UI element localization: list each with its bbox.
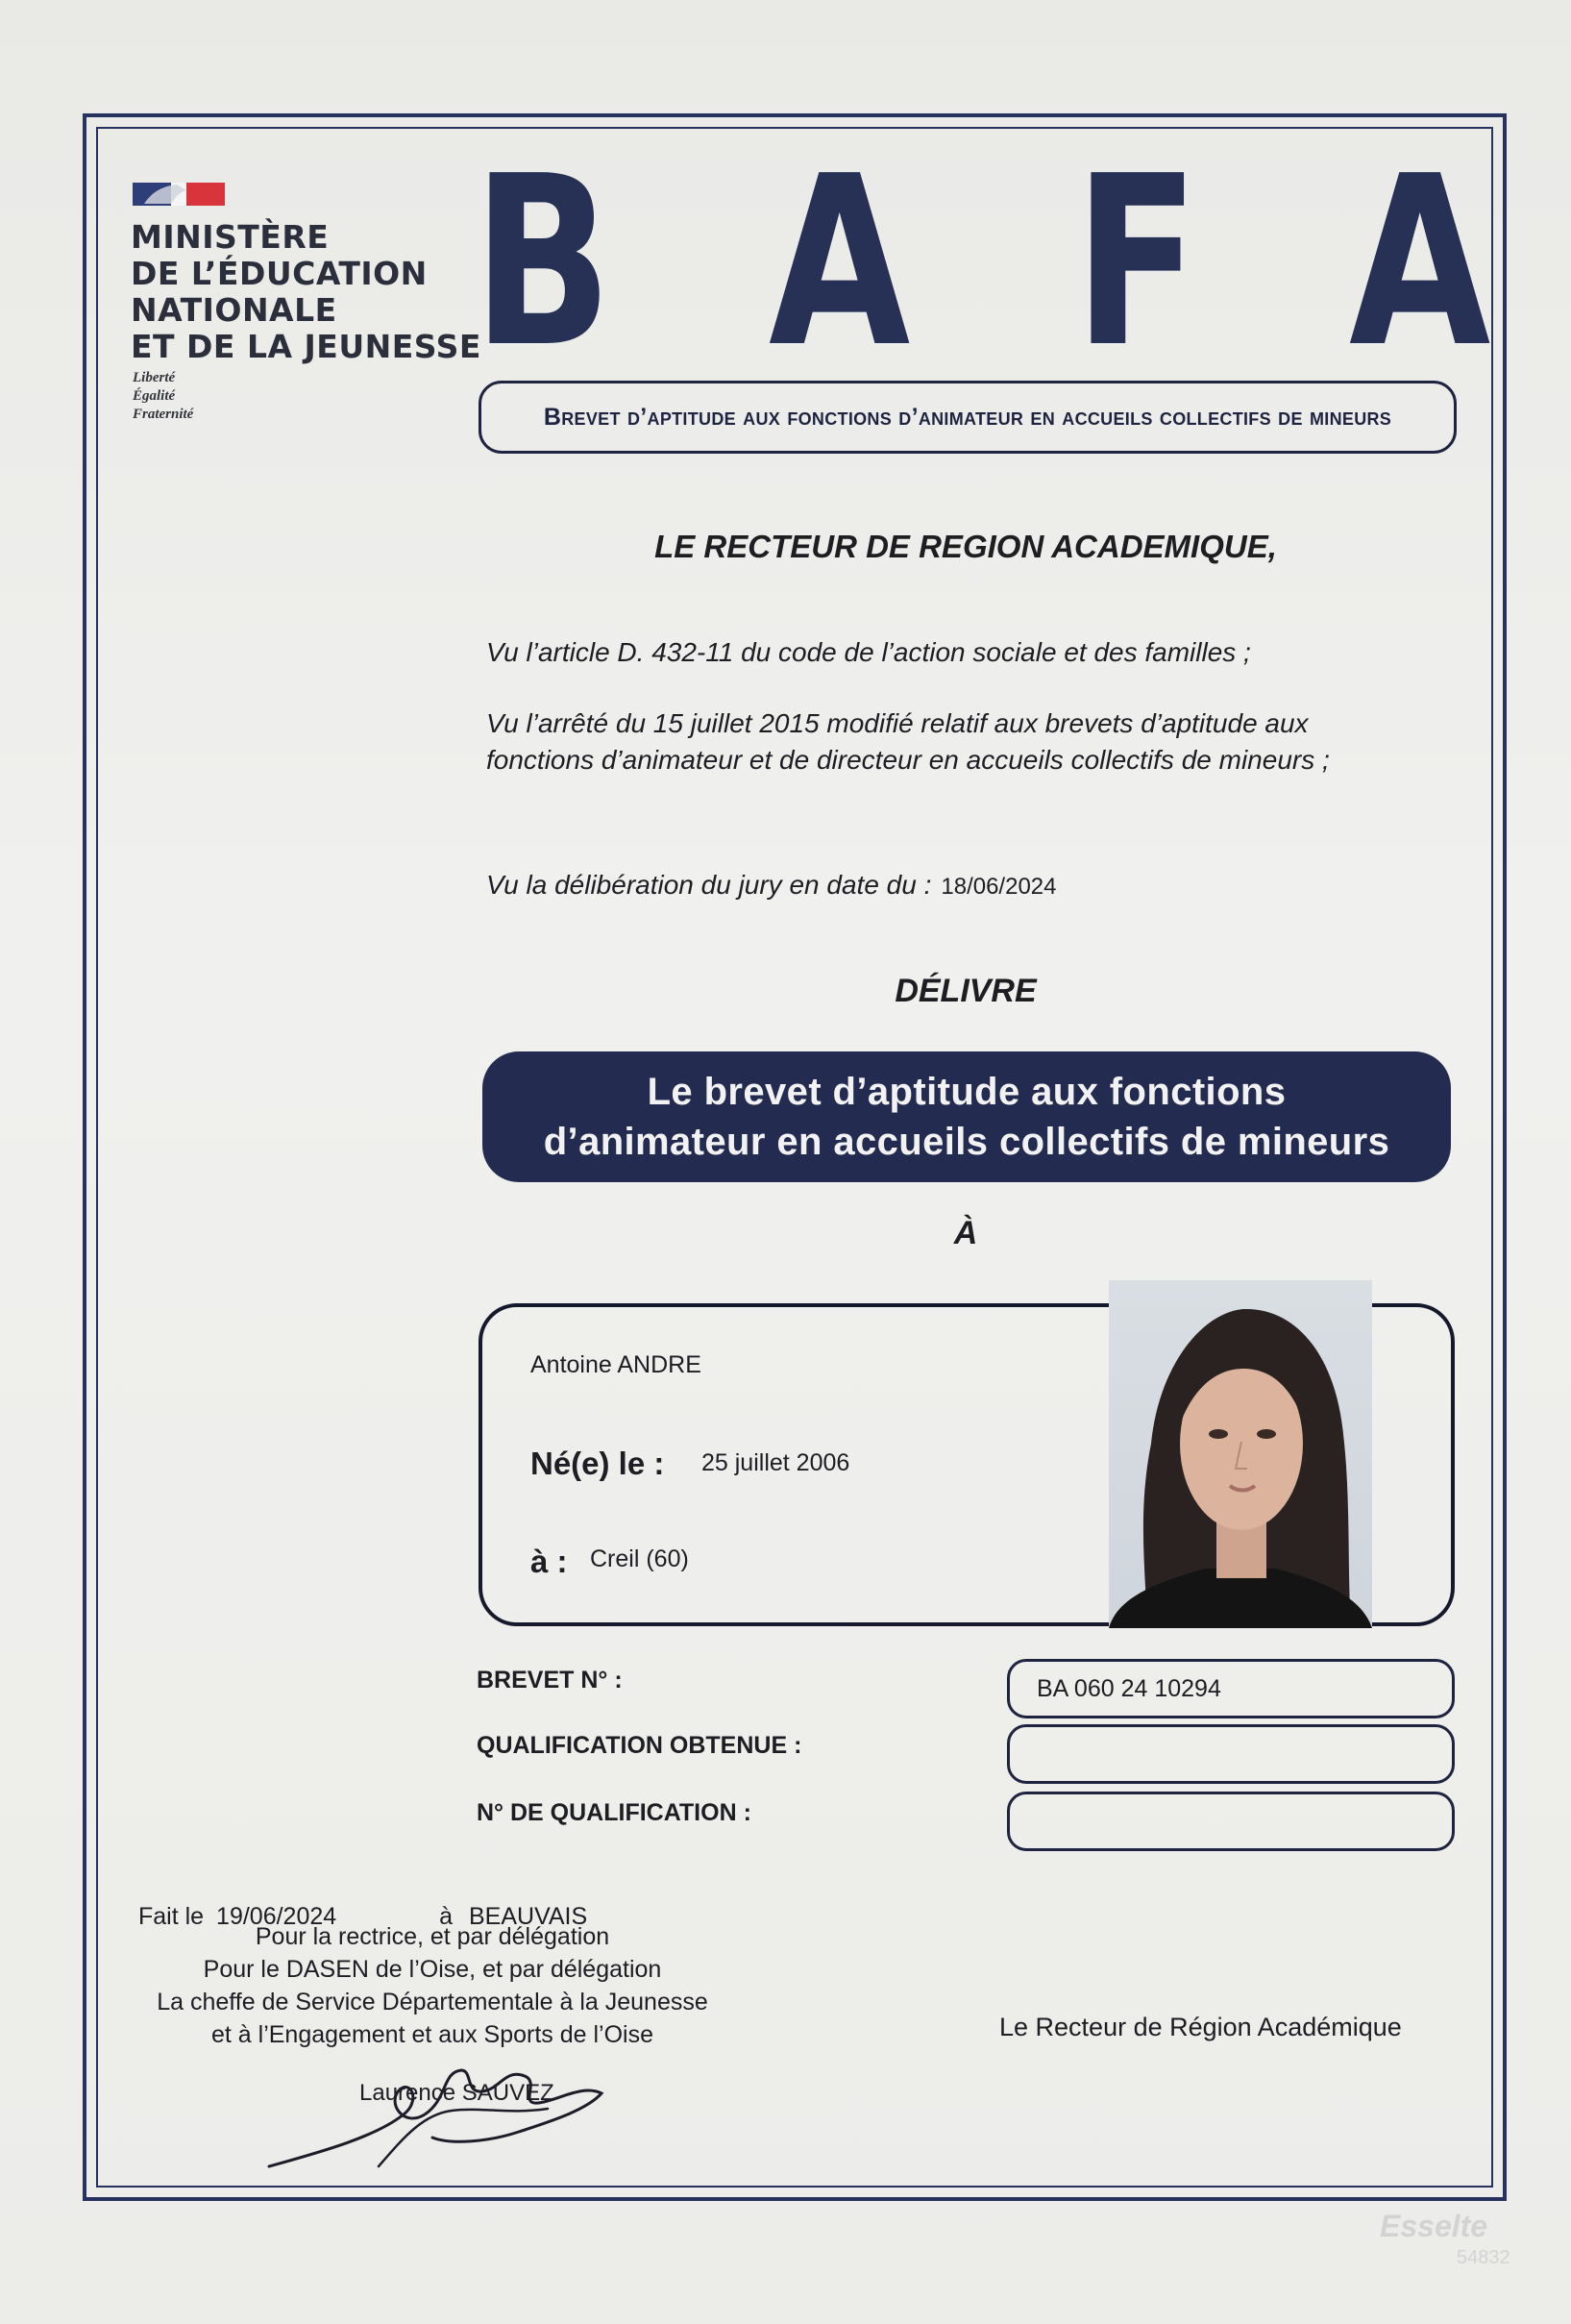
handwritten-signature <box>259 2022 625 2176</box>
brevet-number-value: BA 060 24 10294 <box>1037 1674 1221 1702</box>
vu-article-text: Vu l’article D. 432-11 du code de l’action sociale et des familles ; <box>486 637 1251 667</box>
jury-date: 18/06/2024 <box>941 874 1057 900</box>
qualification-number-field <box>1007 1792 1455 1851</box>
portrait-image <box>1109 1280 1372 1628</box>
republic-motto <box>133 369 193 424</box>
brevet-banner-line: d’animateur en accueils collectifs de mineurs <box>543 1121 1390 1163</box>
bafa-letter-b: B <box>473 126 613 399</box>
vu-arrete-line: fonctions d’animateur et de directeur en accueils collectifs de mineurs ; <box>486 745 1330 775</box>
fait-a-label: à <box>439 1903 454 1930</box>
vu-jury <box>486 867 1447 905</box>
ministry-line: NATIONALE <box>131 291 337 329</box>
marianne-logo-icon <box>133 181 225 208</box>
ministry-line: DE L’ÉDUCATION <box>131 255 428 292</box>
bafa-letter-a2: A <box>1349 126 1491 399</box>
motto-line: Fraternité <box>133 407 194 422</box>
delegation-line: Pour la rectrice, et par délégation <box>255 1923 610 1950</box>
delegation-line: La cheffe de Service Départementale à la Jeunesse <box>157 1989 708 2015</box>
fait-date: 19/06/2024 <box>216 1903 337 1930</box>
qualification-label: QUALIFICATION OBTENUE : <box>477 1732 802 1759</box>
born-label: Né(e) le : <box>530 1446 665 1481</box>
ministry-line: MINISTÈRE <box>131 218 330 256</box>
fait-place: BEAUVAIS <box>468 1903 588 1930</box>
bafa-subtitle: Brevet d’aptitude aux fonctions d’animateur en accueils collectifs de mineurs <box>479 381 1457 454</box>
signer-name: Laurence SAUVEZ <box>359 2080 554 2106</box>
bafa-letter-a1: A <box>769 126 911 399</box>
brevet-banner <box>482 1051 1451 1182</box>
brevet-banner-line: Le brevet d’aptitude aux fonctions <box>647 1071 1287 1113</box>
motto-line: Égalité <box>133 388 176 404</box>
holder-photo <box>1109 1280 1372 1628</box>
folder-brand: Esselte <box>1380 2209 1488 2243</box>
qualification-number-label: N° DE QUALIFICATION : <box>477 1799 751 1826</box>
vu-arrete <box>486 705 1447 779</box>
vu-jury-label: Vu la délibération du jury en date du : <box>486 870 932 900</box>
fait-le-label: Fait le <box>138 1903 205 1930</box>
delivre-heading: DÉLIVRE <box>895 973 1037 1009</box>
birth-date: 25 juillet 2006 <box>701 1449 850 1476</box>
brevet-number-label: BREVET N° : <box>477 1667 623 1694</box>
birth-place-label: à : <box>530 1544 568 1579</box>
motto-line: Liberté <box>133 370 176 385</box>
birth-place: Creil (60) <box>590 1545 689 1572</box>
ministry-name <box>131 218 481 365</box>
brevet-number-field <box>1007 1659 1455 1718</box>
holder-name: Antoine ANDRE <box>530 1351 701 1378</box>
bafa-letter-f: F <box>1074 126 1200 399</box>
recteur-signature-label: Le Recteur de Région Académique <box>999 2013 1402 2041</box>
ministry-line: ET DE LA JEUNESSE <box>131 328 481 365</box>
delegation-line: et à l’Engagement et aux Sports de l’Oise <box>211 2021 653 2048</box>
delegation-line: Pour le DASEN de l’Oise, et par délégation <box>203 1956 662 1983</box>
vu-article <box>486 634 1447 671</box>
a-heading: À <box>953 1215 978 1251</box>
qualification-field <box>1007 1724 1455 1784</box>
folder-code: 54832 <box>1457 2247 1510 2268</box>
vu-arrete-line: Vu l’arrêté du 15 juillet 2015 modifié relatif aux brevets d’aptitude aux <box>486 708 1309 738</box>
recteur-title: LE RECTEUR DE REGION ACADEMIQUE, <box>654 529 1277 564</box>
